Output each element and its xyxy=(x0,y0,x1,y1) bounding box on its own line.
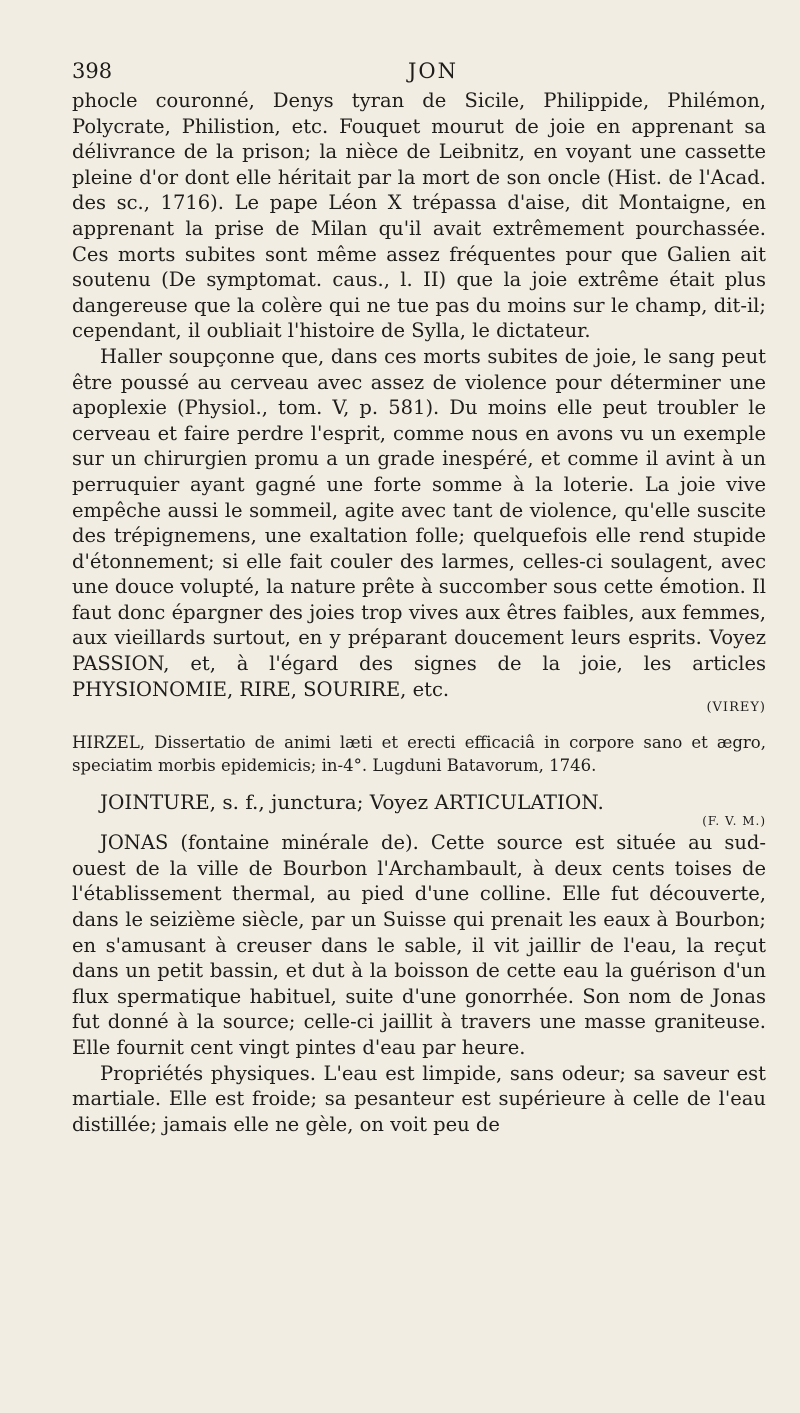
author-signature-virey: (VIREY) xyxy=(706,700,766,716)
author-signature-fvm: (F. V. M.) xyxy=(702,814,766,829)
haller-paragraph: Haller soupçonne que, dans ces morts subites de joie, le sang peut être poussé au cerveau avec assez de violence pour déterminer une apoplexie (Physiol., tom. V, p. 581). Du moins elle peut troubler le cerveau et faire perdre l'esprit, comme nous en avons vu un exemple sur un chirurgien promu a un grade inespéré, et comme il avint à un perruquier ayant gagné une forte somme à la loterie. La joie vive empêche aussi le sommeil, agite avec tant de violence, qu'elle suscite des trépignemens, une exaltation folle; quelquefois elle rend stupide d'étonnement; si elle fait couler des larmes, celles-ci soulagent, avec une douce volupté, la nature prête à succomber sous cette émotion. Il faut donc épargner des joies trop vives aux êtres faibles, aux femmes, aux vieillards surtout, en y préparant doucement leurs esprits. Voyez PASSION, et, à l'égard des signes de la joie, les articles PHYSIONOMIE, RIRE, SOURIRE, etc. xyxy=(72,344,766,701)
bibliography-entry: HIRZEL, Dissertatio de animi læti et erecti efficaciâ in corpore sano et ægro, speciatim morbis epidemicis; in-4°. Lugduni Batavorum, 1746. xyxy=(72,733,766,776)
jointure-entry: JOINTURE, s. f., junctura; Voyez ARTICULATION. xyxy=(100,790,604,815)
page-number: 398 xyxy=(72,59,113,83)
jonas-paragraph: JONAS (fontaine minérale de). Cette source est située au sud-ouest de la ville de Bourbon l'Archambault, à deux cents toises de l'établissement thermal, au pied d'une colline. Elle fut découverte, dans le seizième siècle, par un Suisse qui prenait les eaux à Bourbon; en s'amusant à creuser dans le sable, il vit jaillir de l'eau, la reçut dans un petit bassin, et dut à la boisson de cette eau la guérison d'un flux spermatique habituel, suite d'une gonorrhée. Son nom de Jonas fut donné à la source; celle-ci jaillit à travers une masse graniteuse. Elle fournit cent vingt pintes d'eau par heure. xyxy=(72,831,766,1059)
proprietes-paragraph: Propriétés physiques. L'eau est limpide, sans odeur; sa saveur est martiale. Elle est froide; sa pesanteur est supérieure à celle de l'eau distillée; jamais elle ne gèle, on voit peu de xyxy=(72,1061,766,1136)
joie-paragraph: phocle couronné, Denys tyran de Sicile, Philippide, Philémon, Polycrate, Philistion, etc. Fouquet mourut de joie en apprenant sa délivrance de la prison; la nièce de Leibnitz, en voyant une cassette pleine d'or dont elle héritait par la mort de son oncle (Hist. de l'Acad. des sc., 1716). Le pape Léon X trépassa d'aise, dit Montaigne, en apprenant la prise de Milan qu'il avait extrêmement pourchassée. Ces morts subites sont même assez fréquentes pour que Galien ait soutenu (De symptomat. caus., l. II) que la joie extrême était plus dangereuse que la colère qui ne tue pas du moins sur le champ, dit-il; cependant, il oubliait l'histoire de Sylla, le dictateur. xyxy=(72,89,766,343)
running-title: JON xyxy=(407,59,458,83)
page-header xyxy=(72,58,766,84)
